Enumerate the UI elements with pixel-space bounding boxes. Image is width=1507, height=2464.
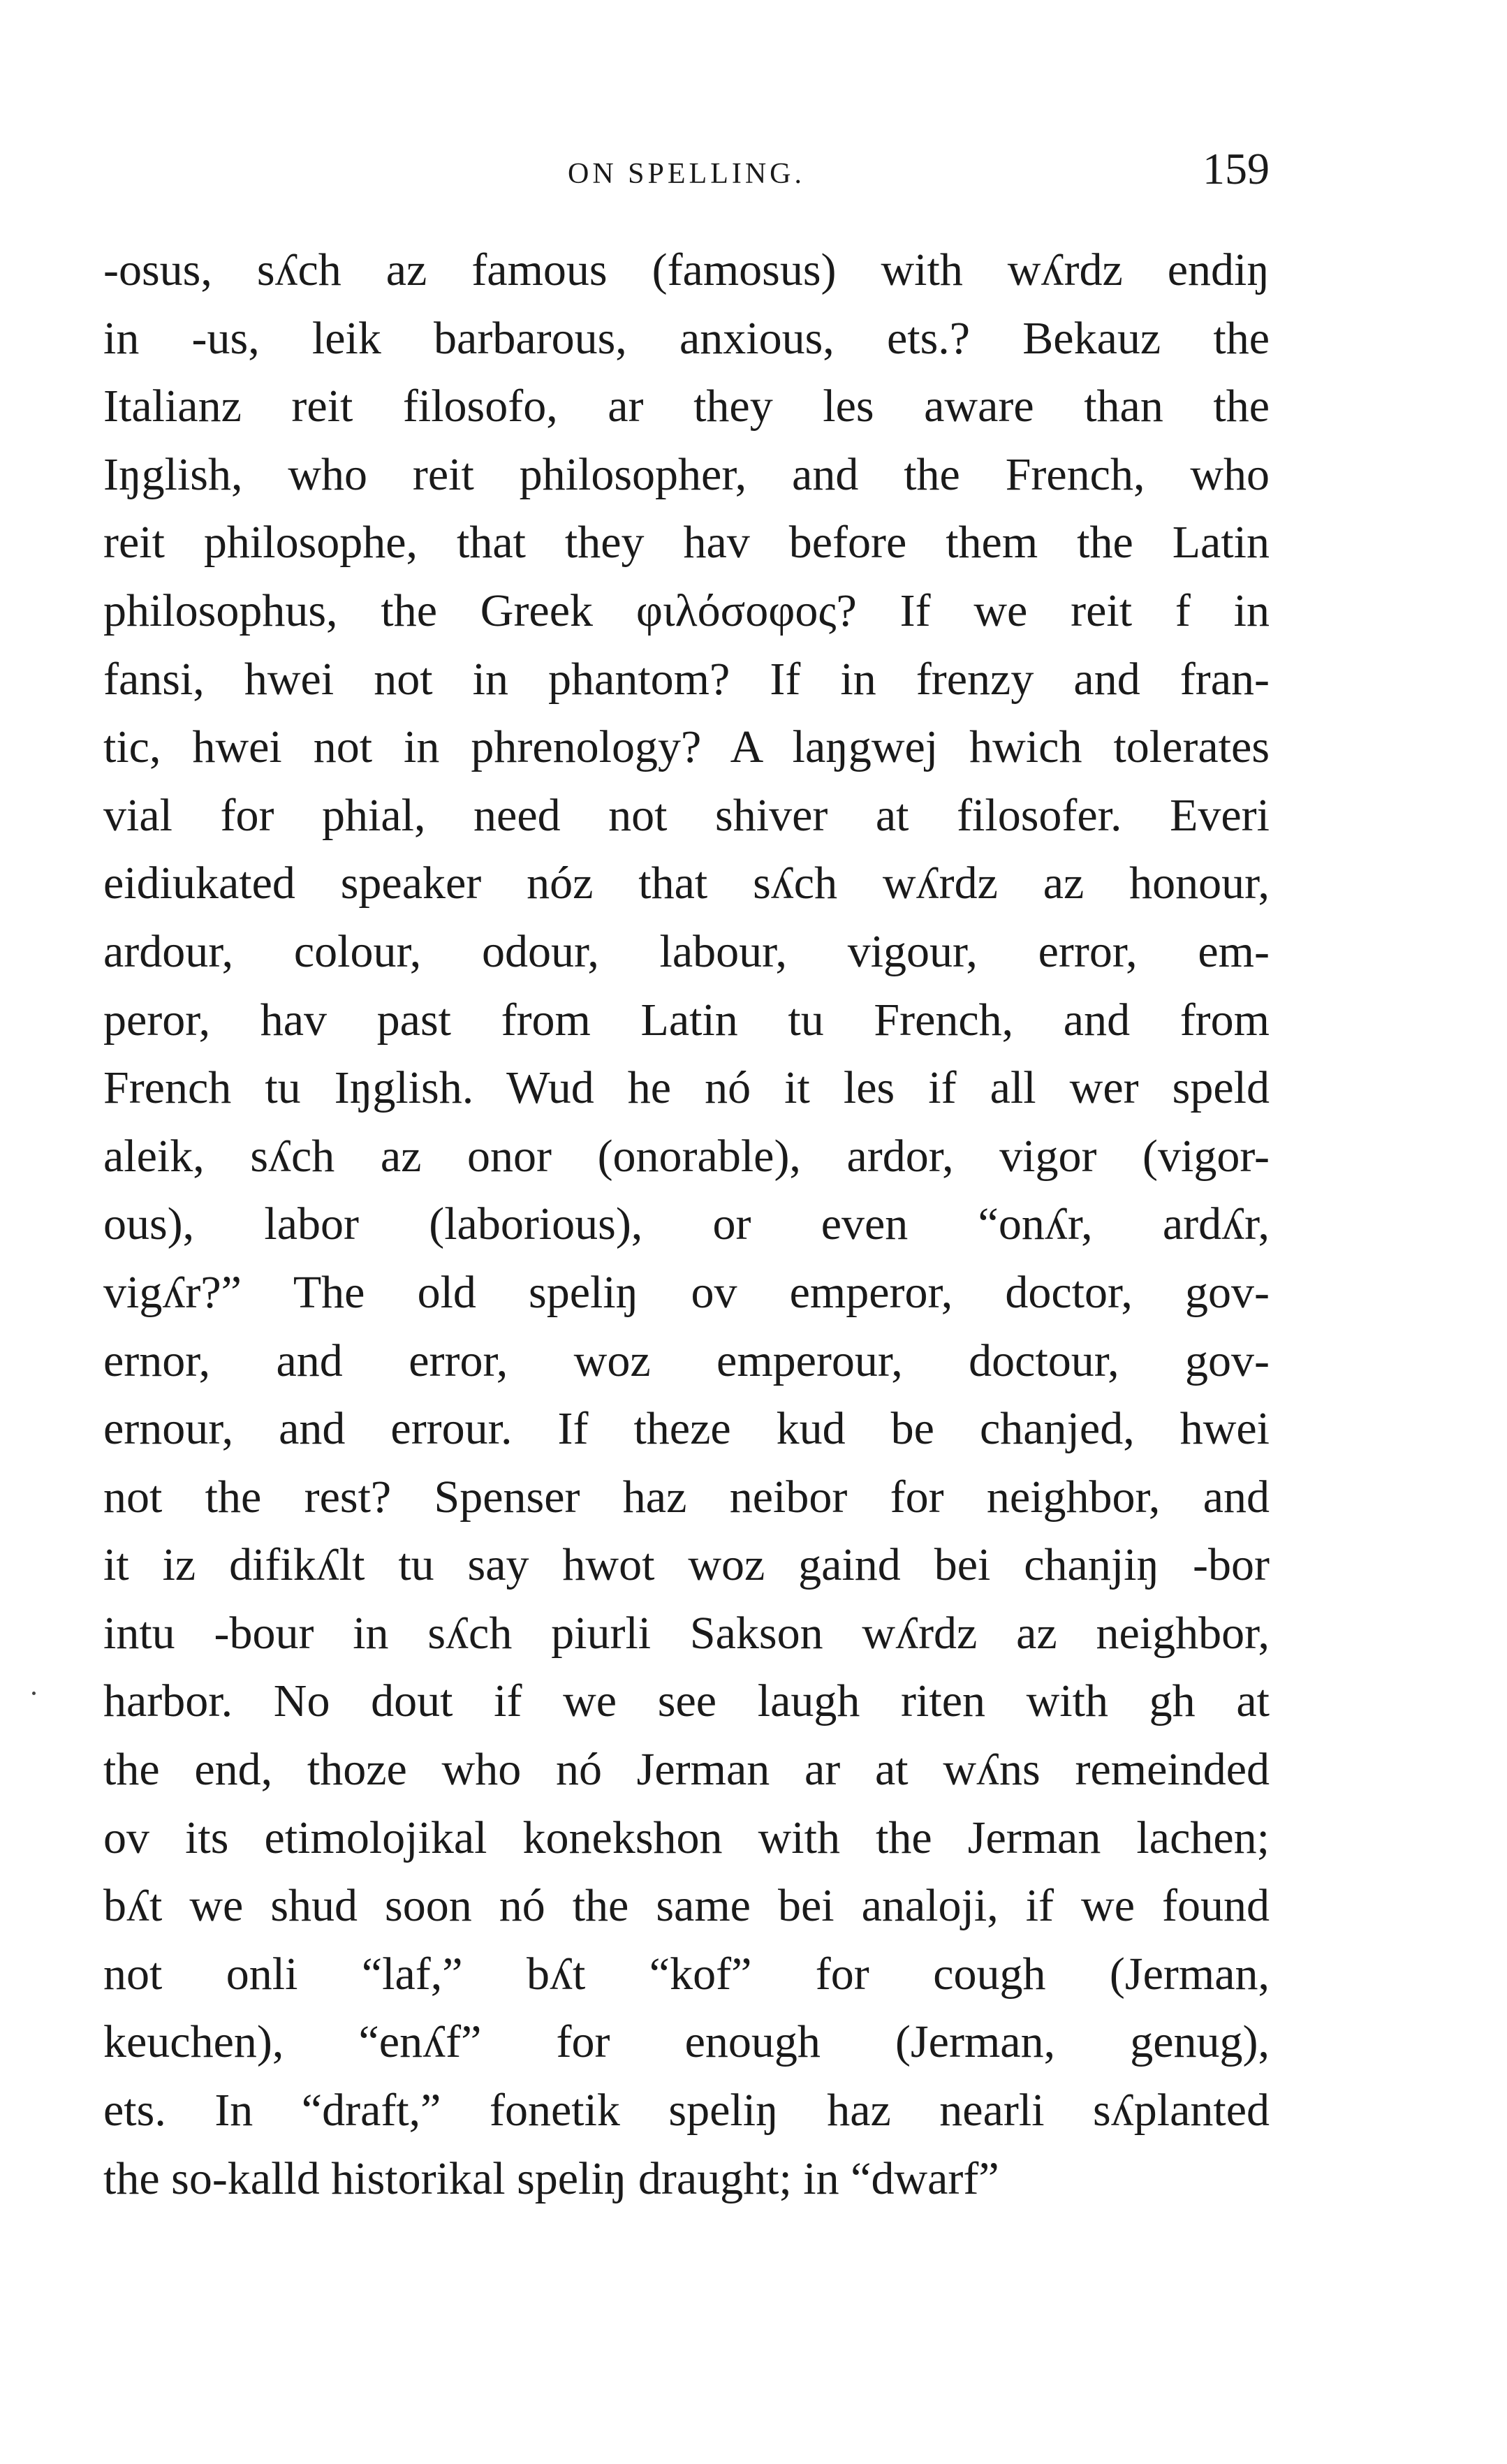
text-line: ov its etimolojikal konekshon with the Jerman lachen; [103,1812,1270,1863]
text-line: not onli “laf,” bʎt “kof” for cough (Jerman, [103,1948,1270,2000]
margin-speck [32,1692,36,1695]
text-line: Iŋglish, who reit philosopher, and the French, who [103,448,1270,500]
text-line: eidiukated speaker nóz that sʎch wʎrdz az honour, [103,858,1270,909]
text-line: ernor, and error, woz emperour, doctour, gov- [103,1335,1270,1386]
text-line: -osus, sʎch az famous (famosus) with wʎrdz endiŋ [103,244,1270,295]
text-line: philosophus, the Greek φιλόσοφος? If we reit f in [103,585,1270,636]
text-line: harbor. No dout if we see laugh riten with gh at [103,1675,1270,1727]
text-line: ernour, and errour. If theze kud be chanjed, hwei [103,1403,1270,1455]
page-header [103,143,1270,199]
text-line: reit philosophe, that they hav before them the Latin [103,517,1270,569]
running-head: ON SPELLING. [568,158,805,190]
text-line: vial for phial, need not shiver at filosofer. Everi [103,789,1270,841]
text-line: aleik, sʎch az onor (onorable), ardor, vigor (vigor- [103,1130,1270,1182]
text-line: the so-kalld historikal speliŋ draught; in “dwarf” [103,2153,999,2204]
text-line: tic, hwei not in phrenology? A laŋgwej hwich tolerates [103,721,1270,773]
text-line: bʎt we shud soon nó the same bei analoji, if we found [103,1880,1270,1932]
text-line: vigʎr?” The old speliŋ ov emperor, doctor, gov- [103,1266,1270,1318]
text-line: ets. In “draft,” fonetik speliŋ haz nearli sʎplanted [103,2085,1270,2136]
text-line: the end, thoze who nó Jerman ar at wʎns remeinded [103,1744,1270,1796]
text-line: keuchen), “enʎf” for enough (Jerman, genug), [103,2016,1270,2068]
text-line: it iz difikʎlt tu say hwot woz gaind bei chanjiŋ -bor [103,1539,1270,1591]
text-line: in -us, leik barbarous, anxious, ets.? Bekauz the [103,312,1270,364]
text-line: ardour, colour, odour, labour, vigour, error, em- [103,925,1270,977]
text-line: French tu Iŋglish. Wud he nó it les if all wer speld [103,1062,1270,1114]
text-line: ous), labor (laborious), or even “onʎr, ardʎr, [103,1198,1270,1250]
text-line: peror, hav past from Latin tu French, and from [103,994,1270,1046]
body-text [103,236,1270,2213]
text-line: not the rest? Spenser haz neibor for neighbor, and [103,1471,1270,1523]
text-line: fansi, hwei not in phantom? If in frenzy and fran- [103,653,1270,705]
text-line: Italianz reit filosofo, ar they les aware than the [103,381,1270,432]
text-line: intu -bour in sʎch piurli Sakson wʎrdz az neighbor, [103,1607,1270,1659]
page-number: 159 [1203,144,1270,193]
